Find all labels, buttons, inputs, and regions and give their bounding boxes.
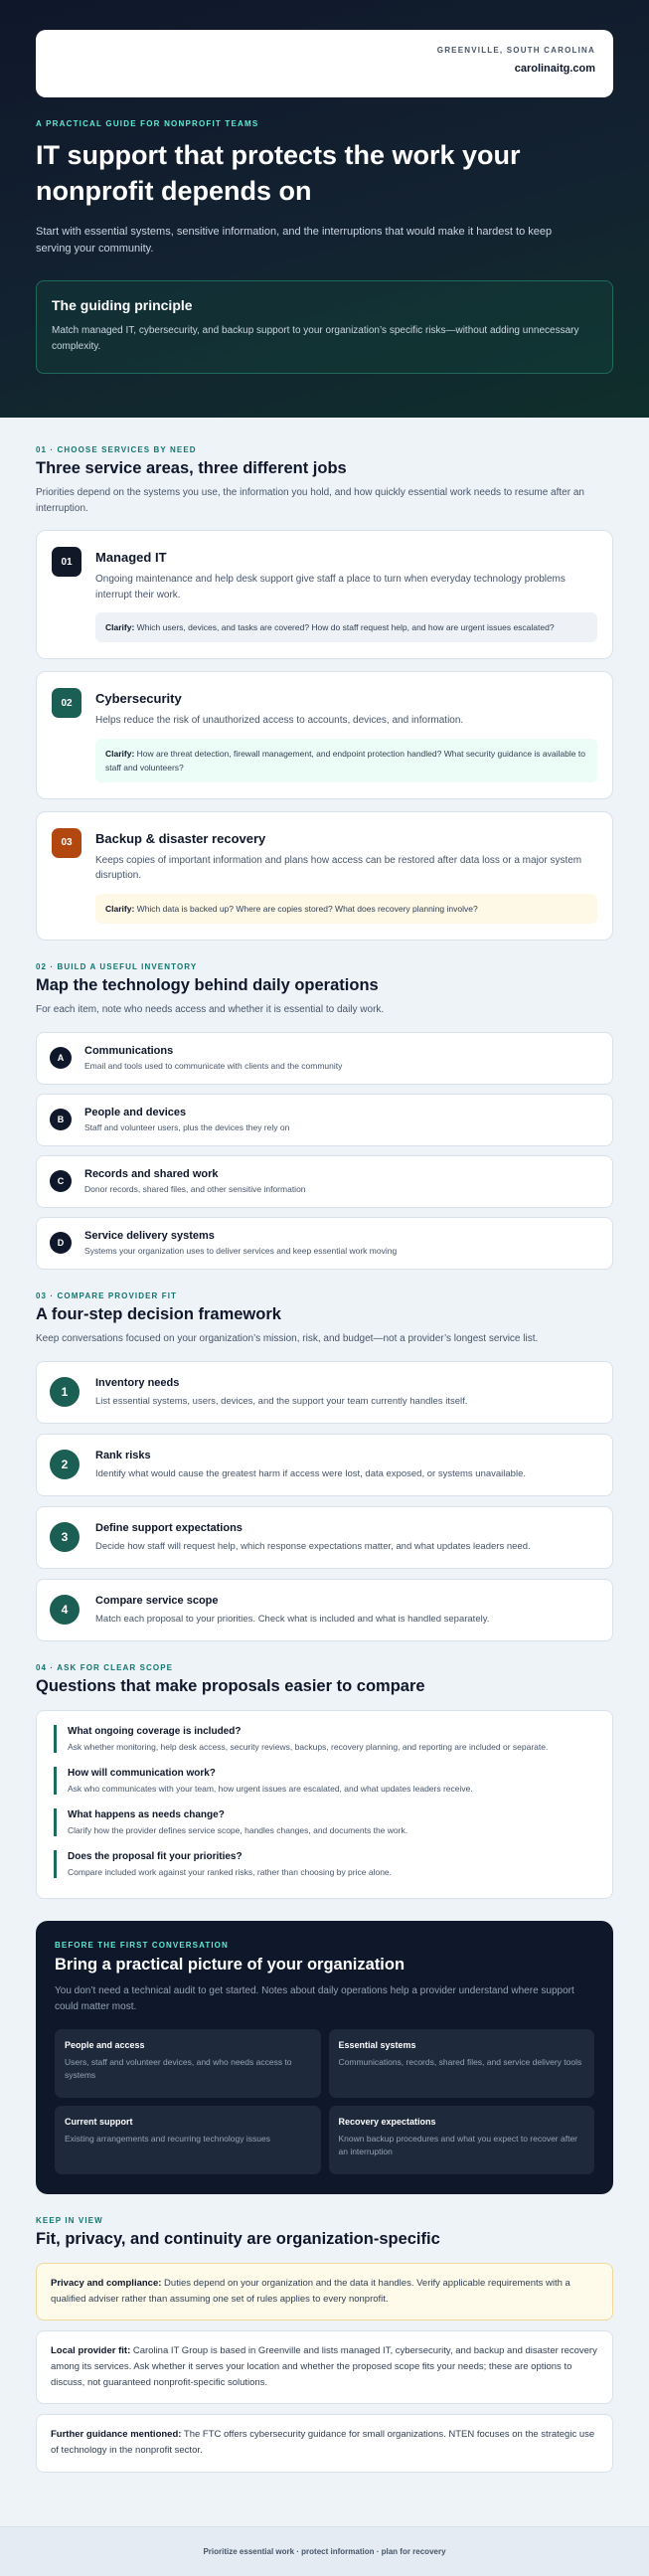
main-content bbox=[0, 418, 649, 2504]
step-title: Compare service scope bbox=[95, 1595, 219, 1608]
question-title: Does the proposal fit your priorities? bbox=[68, 1850, 243, 1862]
privacy-note bbox=[36, 2263, 613, 2320]
clarify-label: Clarify: bbox=[105, 622, 135, 632]
clarify-box bbox=[95, 612, 597, 642]
brand-location: GREENVILLE, SOUTH CAROLINA bbox=[436, 46, 595, 55]
note-label: Further guidance mentioned: bbox=[51, 2429, 182, 2441]
services-section bbox=[36, 445, 613, 941]
service-description: Keeps copies of important information and plans how access can be restored after data loss or a major system disruption. bbox=[95, 854, 582, 882]
service-card-cybersecurity bbox=[36, 671, 613, 799]
service-card-managed-it bbox=[36, 530, 613, 659]
item-title: Communications bbox=[84, 1045, 174, 1058]
panel-intro: You don’t need a technical audit to get started. Notes about daily operations help a provider understand where support could matter most. bbox=[55, 1984, 574, 2013]
item-description: Staff and volunteer users, plus the devices they rely on bbox=[84, 1122, 290, 1133]
item-description: Systems your organization uses to deliver services and keep essential work moving bbox=[84, 1246, 398, 1257]
item-title: People and devices bbox=[84, 1107, 187, 1119]
inventory-item bbox=[36, 1217, 613, 1270]
step-number-badge: 4 bbox=[50, 1595, 80, 1625]
section-intro: For each item, note who needs access and whether it is essential to daily work. bbox=[36, 1003, 385, 1015]
service-number-badge: 03 bbox=[52, 828, 81, 858]
questions-card bbox=[36, 1710, 613, 1899]
footer bbox=[0, 2526, 649, 2576]
question-item bbox=[54, 1808, 595, 1836]
question-description: Ask whether monitoring, help desk access, security reviews, backups, recovery planning, and reporting are included or separate. bbox=[68, 1741, 549, 1752]
clarify-box bbox=[95, 894, 597, 924]
principle-title: The guiding principle bbox=[52, 297, 193, 313]
inventory-item bbox=[36, 1032, 613, 1085]
question-item bbox=[54, 1850, 595, 1878]
tile-title: People and access bbox=[65, 2039, 145, 2050]
preparation-grid bbox=[55, 2029, 594, 2174]
section-title: A four-step decision framework bbox=[36, 1304, 281, 1323]
preparation-tile bbox=[329, 2029, 595, 2098]
tile-description: Known backup procedures and what you expect to recover after an interruption bbox=[338, 2133, 578, 2157]
note-label: Local provider fit: bbox=[51, 2344, 131, 2356]
question-item bbox=[54, 1725, 595, 1753]
question-title: How will communication work? bbox=[68, 1767, 216, 1779]
inventory-item bbox=[36, 1155, 613, 1208]
step-description: Identify what would cause the greatest harm if access were lost, data exposed, or systems unavailable. bbox=[95, 1468, 527, 1480]
brand-url[interactable]: carolinaitg.com bbox=[514, 63, 595, 75]
question-title: What ongoing coverage is included? bbox=[68, 1725, 242, 1737]
step-list bbox=[36, 1361, 613, 1641]
item-title: Records and shared work bbox=[84, 1168, 219, 1181]
principle-text: Match managed IT, cybersecurity, and backup support to your organization’s specific risks—without adding unnecessary complexity. bbox=[52, 325, 579, 352]
questions-section bbox=[36, 1663, 613, 1899]
question-description: Clarify how the provider defines service scope, handles changes, and documents the work. bbox=[68, 1824, 408, 1835]
step-title: Define support expectations bbox=[95, 1522, 243, 1535]
framework-section bbox=[36, 1291, 613, 1641]
note-text: Duties depend on your organization and the data it handles. Verify applicable requirements with a qualified adviser rather than assuming one set of rules applies to every nonprofit. bbox=[51, 2277, 570, 2305]
keep-in-view-section bbox=[36, 2216, 613, 2473]
panel-title: Bring a practical picture of your organization bbox=[55, 1955, 406, 1974]
section-intro: Priorities depend on the systems you use, the information you hold, and how quickly essential work needs to resume after an interruption. bbox=[36, 487, 584, 514]
note-label: Privacy and compliance: bbox=[51, 2277, 162, 2289]
inventory-item bbox=[36, 1094, 613, 1146]
step-description: Match each proposal to your priorities. Check what is included and what is handled separately. bbox=[95, 1614, 490, 1626]
panel-eyebrow: BEFORE THE FIRST CONVERSATION bbox=[55, 1940, 229, 1950]
hero bbox=[0, 0, 649, 418]
step-number-badge: 1 bbox=[50, 1377, 80, 1407]
preparation-panel bbox=[36, 1921, 613, 2194]
service-number-badge: 02 bbox=[52, 688, 81, 718]
clarify-box bbox=[95, 739, 597, 782]
guiding-principle-card bbox=[36, 280, 613, 374]
step-number-badge: 3 bbox=[50, 1522, 80, 1552]
item-letter-badge: A bbox=[50, 1047, 72, 1069]
service-title: Cybersecurity bbox=[95, 691, 182, 707]
question-item bbox=[54, 1767, 595, 1795]
brand-card bbox=[36, 30, 613, 97]
question-description: Ask who communicates with your team, how urgent issues are escalated, and what updates leaders receive. bbox=[68, 1783, 473, 1794]
further-guidance-note bbox=[36, 2414, 613, 2472]
step-card bbox=[36, 1506, 613, 1569]
section-eyebrow: 02 · BUILD A USEFUL INVENTORY bbox=[36, 961, 198, 971]
section-eyebrow: 04 · ASK FOR CLEAR SCOPE bbox=[36, 1662, 174, 1672]
service-title: Backup & disaster recovery bbox=[95, 830, 266, 846]
step-title: Rank risks bbox=[95, 1450, 151, 1462]
tile-description: Communications, records, shared files, and service delivery tools bbox=[338, 2056, 582, 2067]
item-letter-badge: B bbox=[50, 1109, 72, 1130]
service-card-backup bbox=[36, 811, 613, 941]
step-card bbox=[36, 1361, 613, 1424]
item-title: Service delivery systems bbox=[84, 1230, 215, 1243]
section-intro: Keep conversations focused on your organization’s mission, risk, and budget—not a provider’s longest service list. bbox=[36, 1332, 539, 1344]
section-title: Fit, privacy, and continuity are organization-specific bbox=[36, 2229, 440, 2248]
clarify-label: Clarify: bbox=[105, 748, 135, 759]
item-letter-badge: D bbox=[50, 1232, 72, 1254]
service-title: Managed IT bbox=[95, 550, 167, 565]
item-description: Donor records, shared files, and other sensitive information bbox=[84, 1184, 306, 1195]
preparation-tile bbox=[329, 2106, 595, 2174]
service-description: Ongoing maintenance and help desk support give staff a place to turn when everyday technology problems interrupt their work. bbox=[95, 574, 566, 601]
section-eyebrow: 01 · CHOOSE SERVICES BY NEED bbox=[36, 445, 197, 454]
clarify-text: Which data is backed up? Where are copies stored? What does recovery planning involve? bbox=[136, 903, 478, 914]
preparation-tile bbox=[55, 2106, 321, 2174]
question-title: What happens as needs change? bbox=[68, 1808, 225, 1820]
section-eyebrow: 03 · COMPARE PROVIDER FIT bbox=[36, 1290, 178, 1300]
hero-subtitle: Start with essential systems, sensitive information, and the interruptions that would make it hardest to keep serving your community. bbox=[36, 225, 553, 256]
step-description: List essential systems, users, devices, and the support your team currently handles itself. bbox=[95, 1396, 468, 1408]
page-title: IT support that protects the work your nonprofit depends on bbox=[36, 140, 521, 206]
service-description: Helps reduce the risk of unauthorized access to accounts, devices, and information. bbox=[95, 715, 464, 727]
section-title: Questions that make proposals easier to compare bbox=[36, 1676, 425, 1695]
service-number-badge: 01 bbox=[52, 547, 81, 577]
inventory-list bbox=[36, 1032, 613, 1270]
clarify-text: Which users, devices, and tasks are covered? How do staff request help, and how are urgent issues escalated? bbox=[136, 622, 555, 632]
section-title: Map the technology behind daily operations bbox=[36, 975, 379, 994]
tile-description: Existing arrangements and recurring technology issues bbox=[65, 2133, 270, 2144]
footer-text: Prioritize essential work · protect information · plan for recovery bbox=[203, 2546, 446, 2556]
preparation-tile bbox=[55, 2029, 321, 2098]
provider-fit-note bbox=[36, 2330, 613, 2404]
step-card bbox=[36, 1579, 613, 1641]
clarify-text: How are threat detection, firewall management, and endpoint protection handled? What security guidance is available to staff and volunteers? bbox=[105, 748, 585, 773]
step-card bbox=[36, 1434, 613, 1496]
step-number-badge: 2 bbox=[50, 1450, 80, 1479]
hero-eyebrow: A PRACTICAL GUIDE FOR NONPROFIT TEAMS bbox=[36, 119, 259, 128]
tile-title: Essential systems bbox=[338, 2039, 416, 2050]
note-text: The FTC offers cybersecurity guidance for small organizations. NTEN focuses on the strategic use of technology in the nonprofit sector. bbox=[51, 2429, 595, 2457]
tile-title: Current support bbox=[65, 2116, 133, 2127]
tile-title: Recovery expectations bbox=[338, 2116, 436, 2127]
item-description: Email and tools used to communicate with clients and the community bbox=[84, 1061, 343, 1072]
item-letter-badge: C bbox=[50, 1170, 72, 1192]
step-title: Inventory needs bbox=[95, 1377, 180, 1390]
section-eyebrow: KEEP IN VIEW bbox=[36, 2215, 103, 2225]
step-description: Decide how staff will request help, which response expectations matter, and what updates leaders need. bbox=[95, 1541, 531, 1553]
section-title: Three service areas, three different jobs bbox=[36, 459, 347, 477]
note-text: Carolina IT Group is based in Greenville and lists managed IT, cybersecurity, and backup and disaster recovery among its services. Ask whether it serves your location and whether the proposed scope fits your needs; these are options to discuss, not guaranteed nonprofit-specific solutions. bbox=[51, 2344, 597, 2389]
question-description: Compare included work against your ranked risks, rather than choosing by price alone. bbox=[68, 1866, 393, 1877]
tile-description: Users, staff and volunteer devices, and who needs access to systems bbox=[65, 2056, 292, 2081]
service-list bbox=[36, 530, 613, 941]
inventory-section bbox=[36, 962, 613, 1270]
clarify-label: Clarify: bbox=[105, 903, 135, 914]
